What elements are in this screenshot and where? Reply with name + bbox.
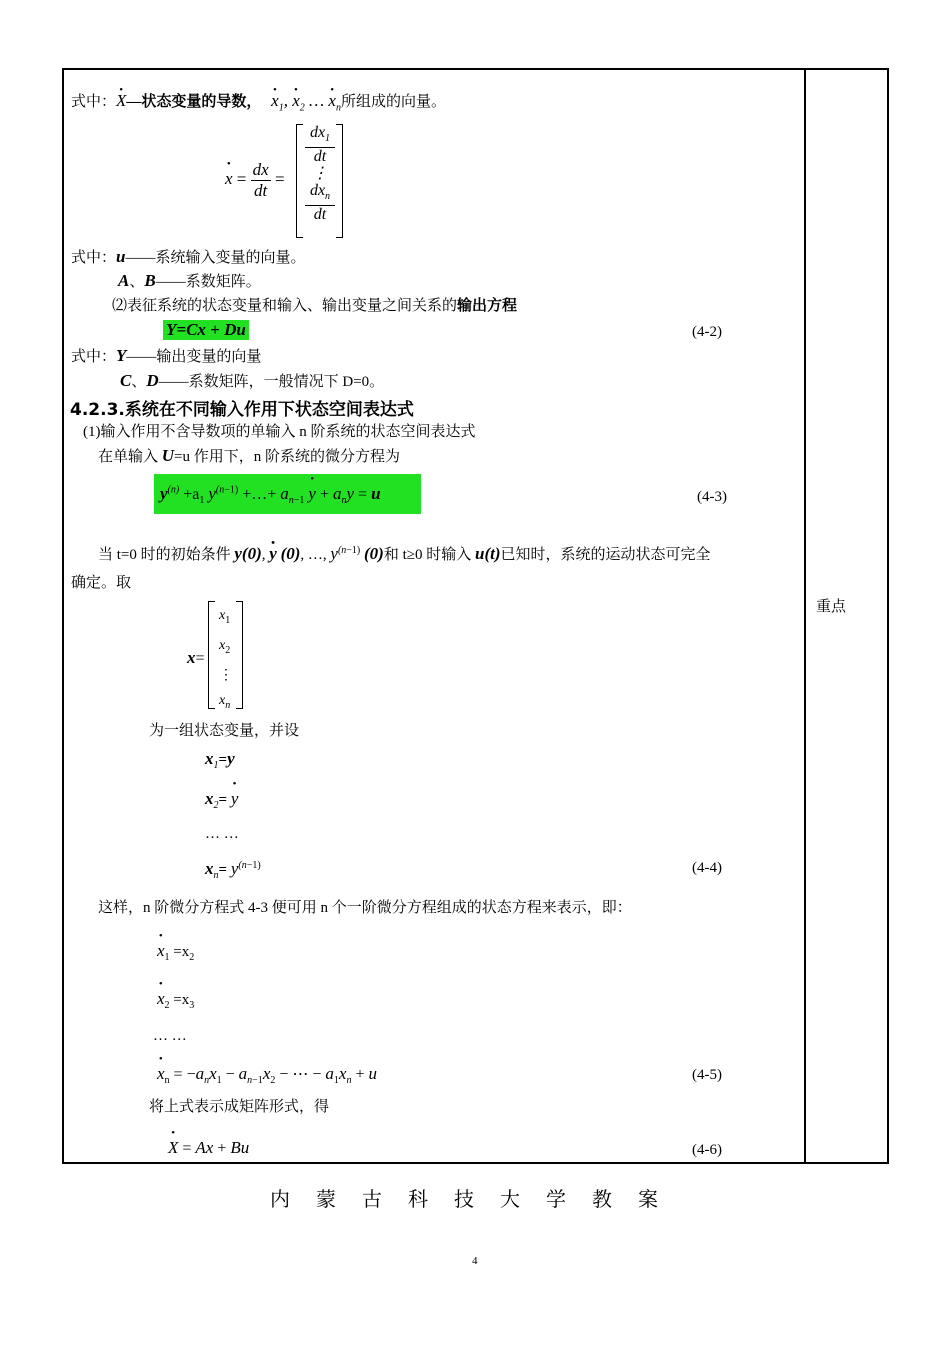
cd-definition-line: C、D——系数矩阵，一般情况下 D=0。	[120, 371, 385, 390]
equation-4-2-highlight	[163, 320, 254, 341]
math-derivative-vector: $dx_1$ dt ⋮ $dx_n$ dt	[305, 124, 335, 223]
xdot-definition-line	[71, 92, 446, 117]
label-shizhong: 式中：	[71, 94, 117, 110]
state-bracket-right	[236, 601, 243, 709]
eq-x1: $x_1=y$	[205, 749, 235, 771]
equation-4-6: • X = Ax + Bu	[168, 1138, 249, 1158]
math-x-eq: x=	[187, 648, 205, 667]
y-definition-line: 式中：Y——输出变量的向量	[71, 346, 262, 365]
eq-xndot: • $x_n = -a_nx_1 - a_{n-1}x_2$ − ⋯ − $a_1x_n + u$	[157, 1064, 377, 1086]
ellipsis-1: … …	[205, 826, 239, 842]
equation-4-3: $y^{(n)} +a_1$ $y^{(n-1)}$ +…+ $a_{n-1}$ • $y + a_ny = u$	[160, 484, 381, 506]
state-vector-entries: $x_1$ $x_2$ ⋮ $x_n$	[219, 608, 233, 711]
eq-x2dot: • $x_2 =x_3$	[157, 989, 194, 1011]
output-eq-bold: 输出方程	[457, 298, 518, 314]
eq-x2: $x_2=$ • y	[205, 789, 238, 811]
math-ab: A	[118, 271, 130, 290]
ab-definition-line: A、B——系数矩阵。	[118, 271, 261, 290]
eq-xn: $x_n= y^{(n-1)}$	[205, 859, 261, 881]
initial-condition-line: 当 t=0 时的初始条件 y(0), • y (0), …, $y^{(n-1)}$ (0)和 t≥0 时输入 u(t)已知时，系统的运动状态可完全	[98, 542, 711, 564]
equation-number-4-3: (4-3)	[697, 489, 727, 505]
column-divider	[804, 68, 806, 1164]
matrix-form-line: 将上式表示成矩阵形式，得	[149, 1099, 330, 1115]
output-eq-intro-text: ⑵表征系统的状态变量和输入、输出变量之间关系的	[112, 298, 458, 314]
cd-desc: ——系数矩阵，一般情况下 D=0。	[158, 374, 385, 390]
thus-line: 这样，n 阶微分方程式 4-3 便可用 n 个一阶微分方程组成的状态方程来表示，即：	[98, 900, 632, 916]
matrix-bracket-left	[296, 124, 303, 238]
math-derivative-formula: • x = $\frac{dx}{dt}$ =	[225, 160, 285, 201]
equation-number-4-6: (4-6)	[692, 1142, 722, 1158]
matrix-bracket-right	[336, 124, 343, 238]
equation-number-4-4: (4-4)	[692, 860, 722, 876]
equation-number-4-2: (4-2)	[692, 324, 722, 340]
math-xdot: • X	[116, 92, 126, 110]
single-input-line: 在单输入 U=u 作用下，n 阶系统的微分方程为	[98, 446, 401, 465]
label-shizhong: 式中：	[71, 250, 117, 266]
equation-4-2: Y=Cx + Du	[163, 320, 249, 340]
single-input-a: 在单输入	[98, 449, 162, 465]
footer-title: 内蒙古科技大学教案	[270, 1187, 684, 1211]
section-heading: 4.2.3.系统在不同输入作用下状态空间表达式	[70, 400, 414, 420]
math-u: u	[116, 247, 126, 266]
u-desc: ——系统输入变量的向量。	[125, 250, 306, 266]
side-note-key-point: 重点	[816, 599, 847, 615]
state-bracket-left	[208, 601, 215, 709]
u-definition-line	[71, 248, 306, 267]
initial-a: 当 t=0 时的初始条件	[98, 547, 235, 563]
eq-x1dot: • $x_1 =x_2$	[157, 941, 194, 963]
determine-line: 确定。取	[71, 575, 132, 591]
math-xdot-list: • $x_1$, • $x_2$ … • $x_n$	[271, 91, 341, 110]
ab-desc: ——系数矩阵。	[155, 274, 261, 290]
state-vars-line: 为一组状态变量，并设	[149, 723, 300, 739]
output-eq-intro	[112, 297, 517, 315]
initial-c: 已知时，系统的运动状态可完全	[500, 547, 711, 563]
equation-number-4-5: (4-5)	[692, 1067, 722, 1083]
page-number: 4	[472, 1255, 478, 1267]
case-1-text: (1)输入作用不含导数项的单输入 n 阶系统的状态空间表达式	[83, 424, 476, 440]
single-input-b: =u 作用下，n 阶系统的微分方程为	[174, 449, 401, 465]
initial-b: 和 t≥0 时输入	[383, 547, 475, 563]
label-shizhong: 式中：	[71, 349, 117, 365]
xdot-suffix: 所组成的向量。	[340, 94, 446, 110]
y-desc: ——输出变量的向量	[126, 349, 262, 365]
ellipsis-2: … …	[153, 1028, 187, 1044]
xdot-desc: —状态变量的导数，	[126, 94, 262, 110]
